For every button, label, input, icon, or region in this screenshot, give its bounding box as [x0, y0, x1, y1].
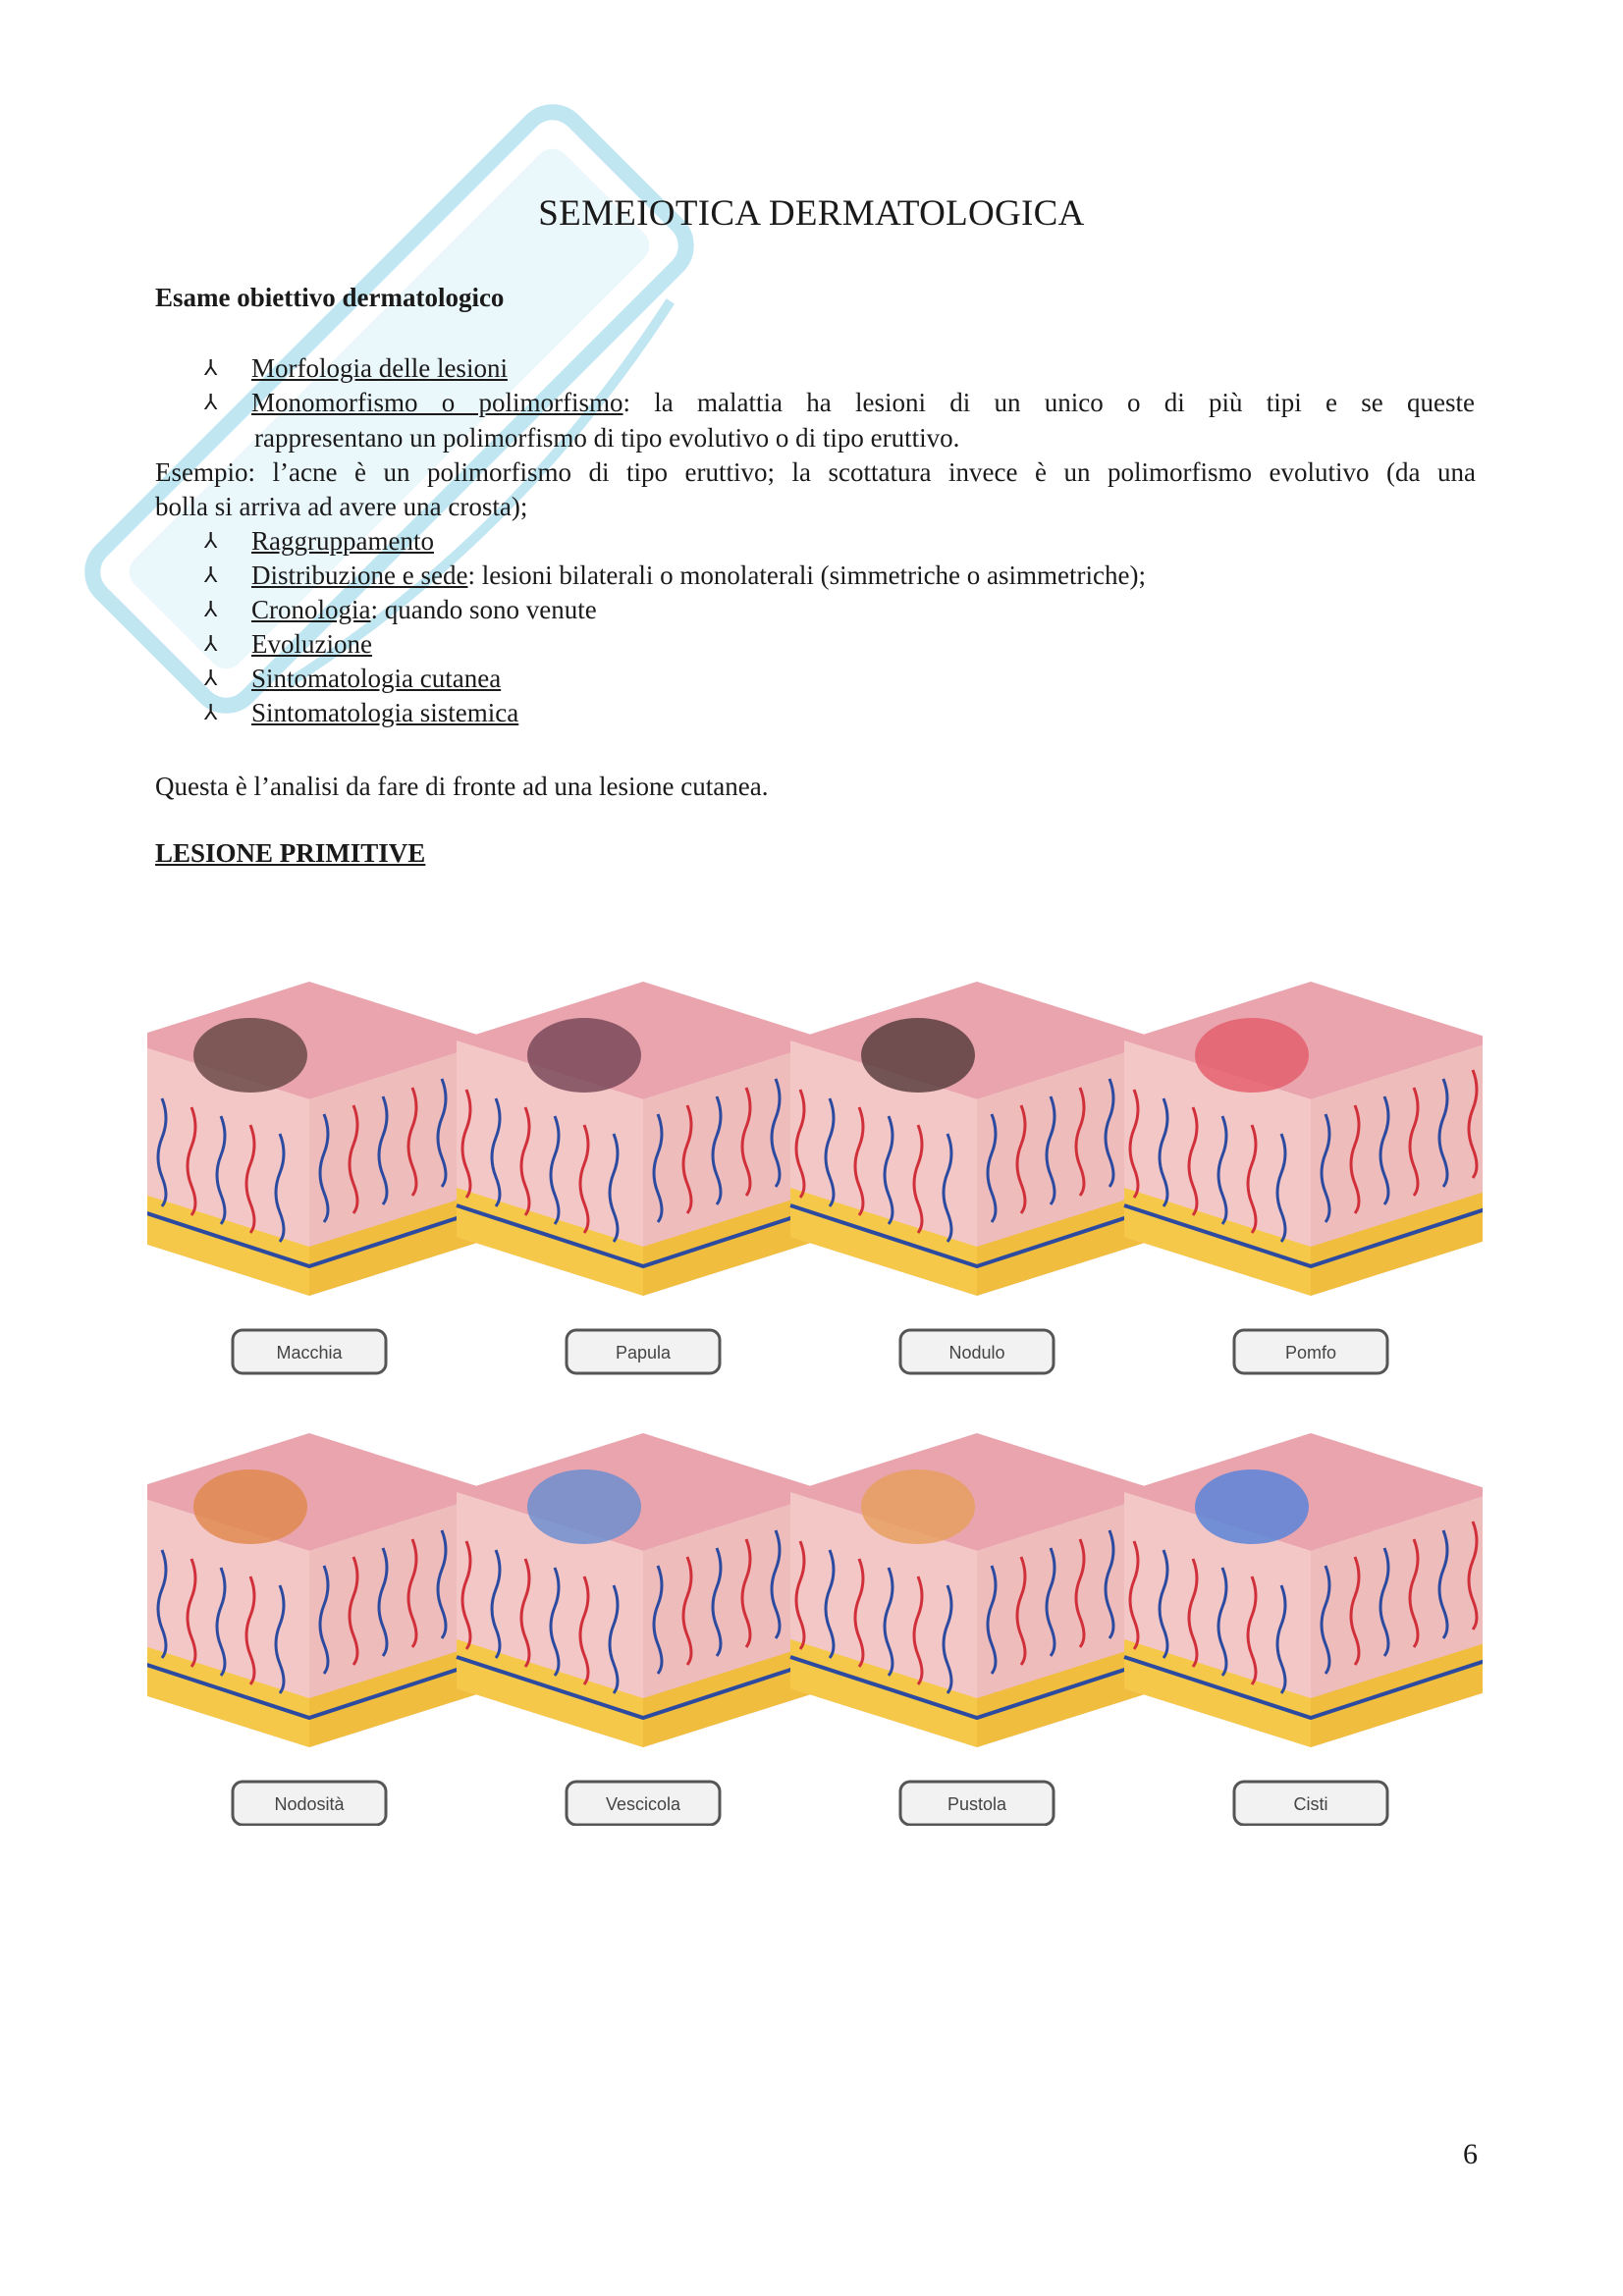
link-sintomatologia-sistemica[interactable]: Sintomatologia sistemica: [251, 698, 519, 727]
lesion-label: [233, 1330, 386, 1373]
list-item-text-continued: rappresentano un polimorfismo di tipo evolutivo o di tipo eruttivo.: [254, 423, 960, 453]
lesion-label-text: Nodosità: [274, 1794, 345, 1814]
bullet-icon: ⅄: [204, 356, 218, 381]
lesion-label: [900, 1330, 1054, 1373]
lesion-label-text: Pomfo: [1284, 1343, 1337, 1362]
list-item-text: : la malattia ha lesioni di un unico o di più tipi e se queste: [622, 388, 1475, 417]
lesion-cube: [1124, 982, 1483, 1296]
list-item-text: : quando sono venute: [370, 595, 597, 624]
bullet-icon: ⅄: [204, 667, 218, 691]
link-morfologia[interactable]: Morfologia delle lesioni: [251, 353, 508, 383]
lesion-label-text: Vescicola: [605, 1794, 681, 1814]
bullet-icon: ⅄: [204, 563, 218, 588]
lesion-label-text: Papula: [615, 1343, 672, 1362]
bullet-icon: ⅄: [204, 632, 218, 657]
list-item-text: : lesioni bilaterali o monolaterali (simmetriche o asimmetriche);: [467, 561, 1146, 590]
lesion-label-text: Nodulo: [948, 1343, 1005, 1362]
bullet-icon: ⅄: [204, 391, 218, 415]
section-heading-esame: Esame obiettivo dermatologico: [155, 283, 505, 312]
lesion-label: [900, 1782, 1054, 1825]
lesion-label-text: Cisti: [1293, 1794, 1328, 1814]
lesion-cube: [147, 982, 496, 1296]
lesion-label: [567, 1330, 720, 1373]
lesion-label-text: Pustola: [947, 1794, 1007, 1814]
lesion-label: [1234, 1782, 1387, 1825]
page-title: SEMEIOTICA DERMATOLOGICA: [538, 193, 1085, 234]
section-heading-lesioni: LESIONE PRIMITIVE: [155, 838, 426, 868]
lesion-label: [233, 1782, 386, 1825]
lesion-label: [567, 1782, 720, 1825]
bullet-icon: ⅄: [204, 701, 218, 725]
closing-text: Questa è l’analisi da fare di fronte ad una lesione cutanea.: [155, 772, 769, 801]
link-sintomatologia-cutanea[interactable]: Sintomatologia cutanea: [251, 664, 502, 693]
lesion-cube: [790, 982, 1163, 1296]
link-raggruppamento[interactable]: Raggruppamento: [251, 526, 434, 556]
example-line-1: Esempio: l’acne è un polimorfismo di tipo eruttivo; la scottatura invece è un polimorfismo evolutivo (da una: [155, 457, 1476, 487]
lesion-cube: [1124, 1433, 1483, 1747]
link-distribuzione[interactable]: Distribuzione e sede: [251, 561, 468, 590]
link-evoluzione[interactable]: Evoluzione: [251, 629, 372, 659]
bullet-icon: ⅄: [204, 598, 218, 622]
lesion-cube: [457, 1433, 830, 1747]
lesion-label-text: Macchia: [276, 1343, 343, 1362]
link-monomorfismo[interactable]: Monomorfismo o polimorfismo: [251, 388, 623, 417]
lesion-cube: [790, 1433, 1163, 1747]
lesion-cube: [147, 1433, 496, 1747]
page-number: 6: [1463, 2138, 1478, 2170]
lesion-cube: [457, 982, 830, 1296]
lesion-label: [1234, 1330, 1387, 1373]
lesion-illustrations: [147, 942, 1483, 1826]
bullet-icon: ⅄: [204, 529, 218, 554]
example-line-2: bolla si arriva ad avere una crosta);: [155, 492, 528, 521]
link-cronologia[interactable]: Cronologia: [251, 595, 371, 624]
